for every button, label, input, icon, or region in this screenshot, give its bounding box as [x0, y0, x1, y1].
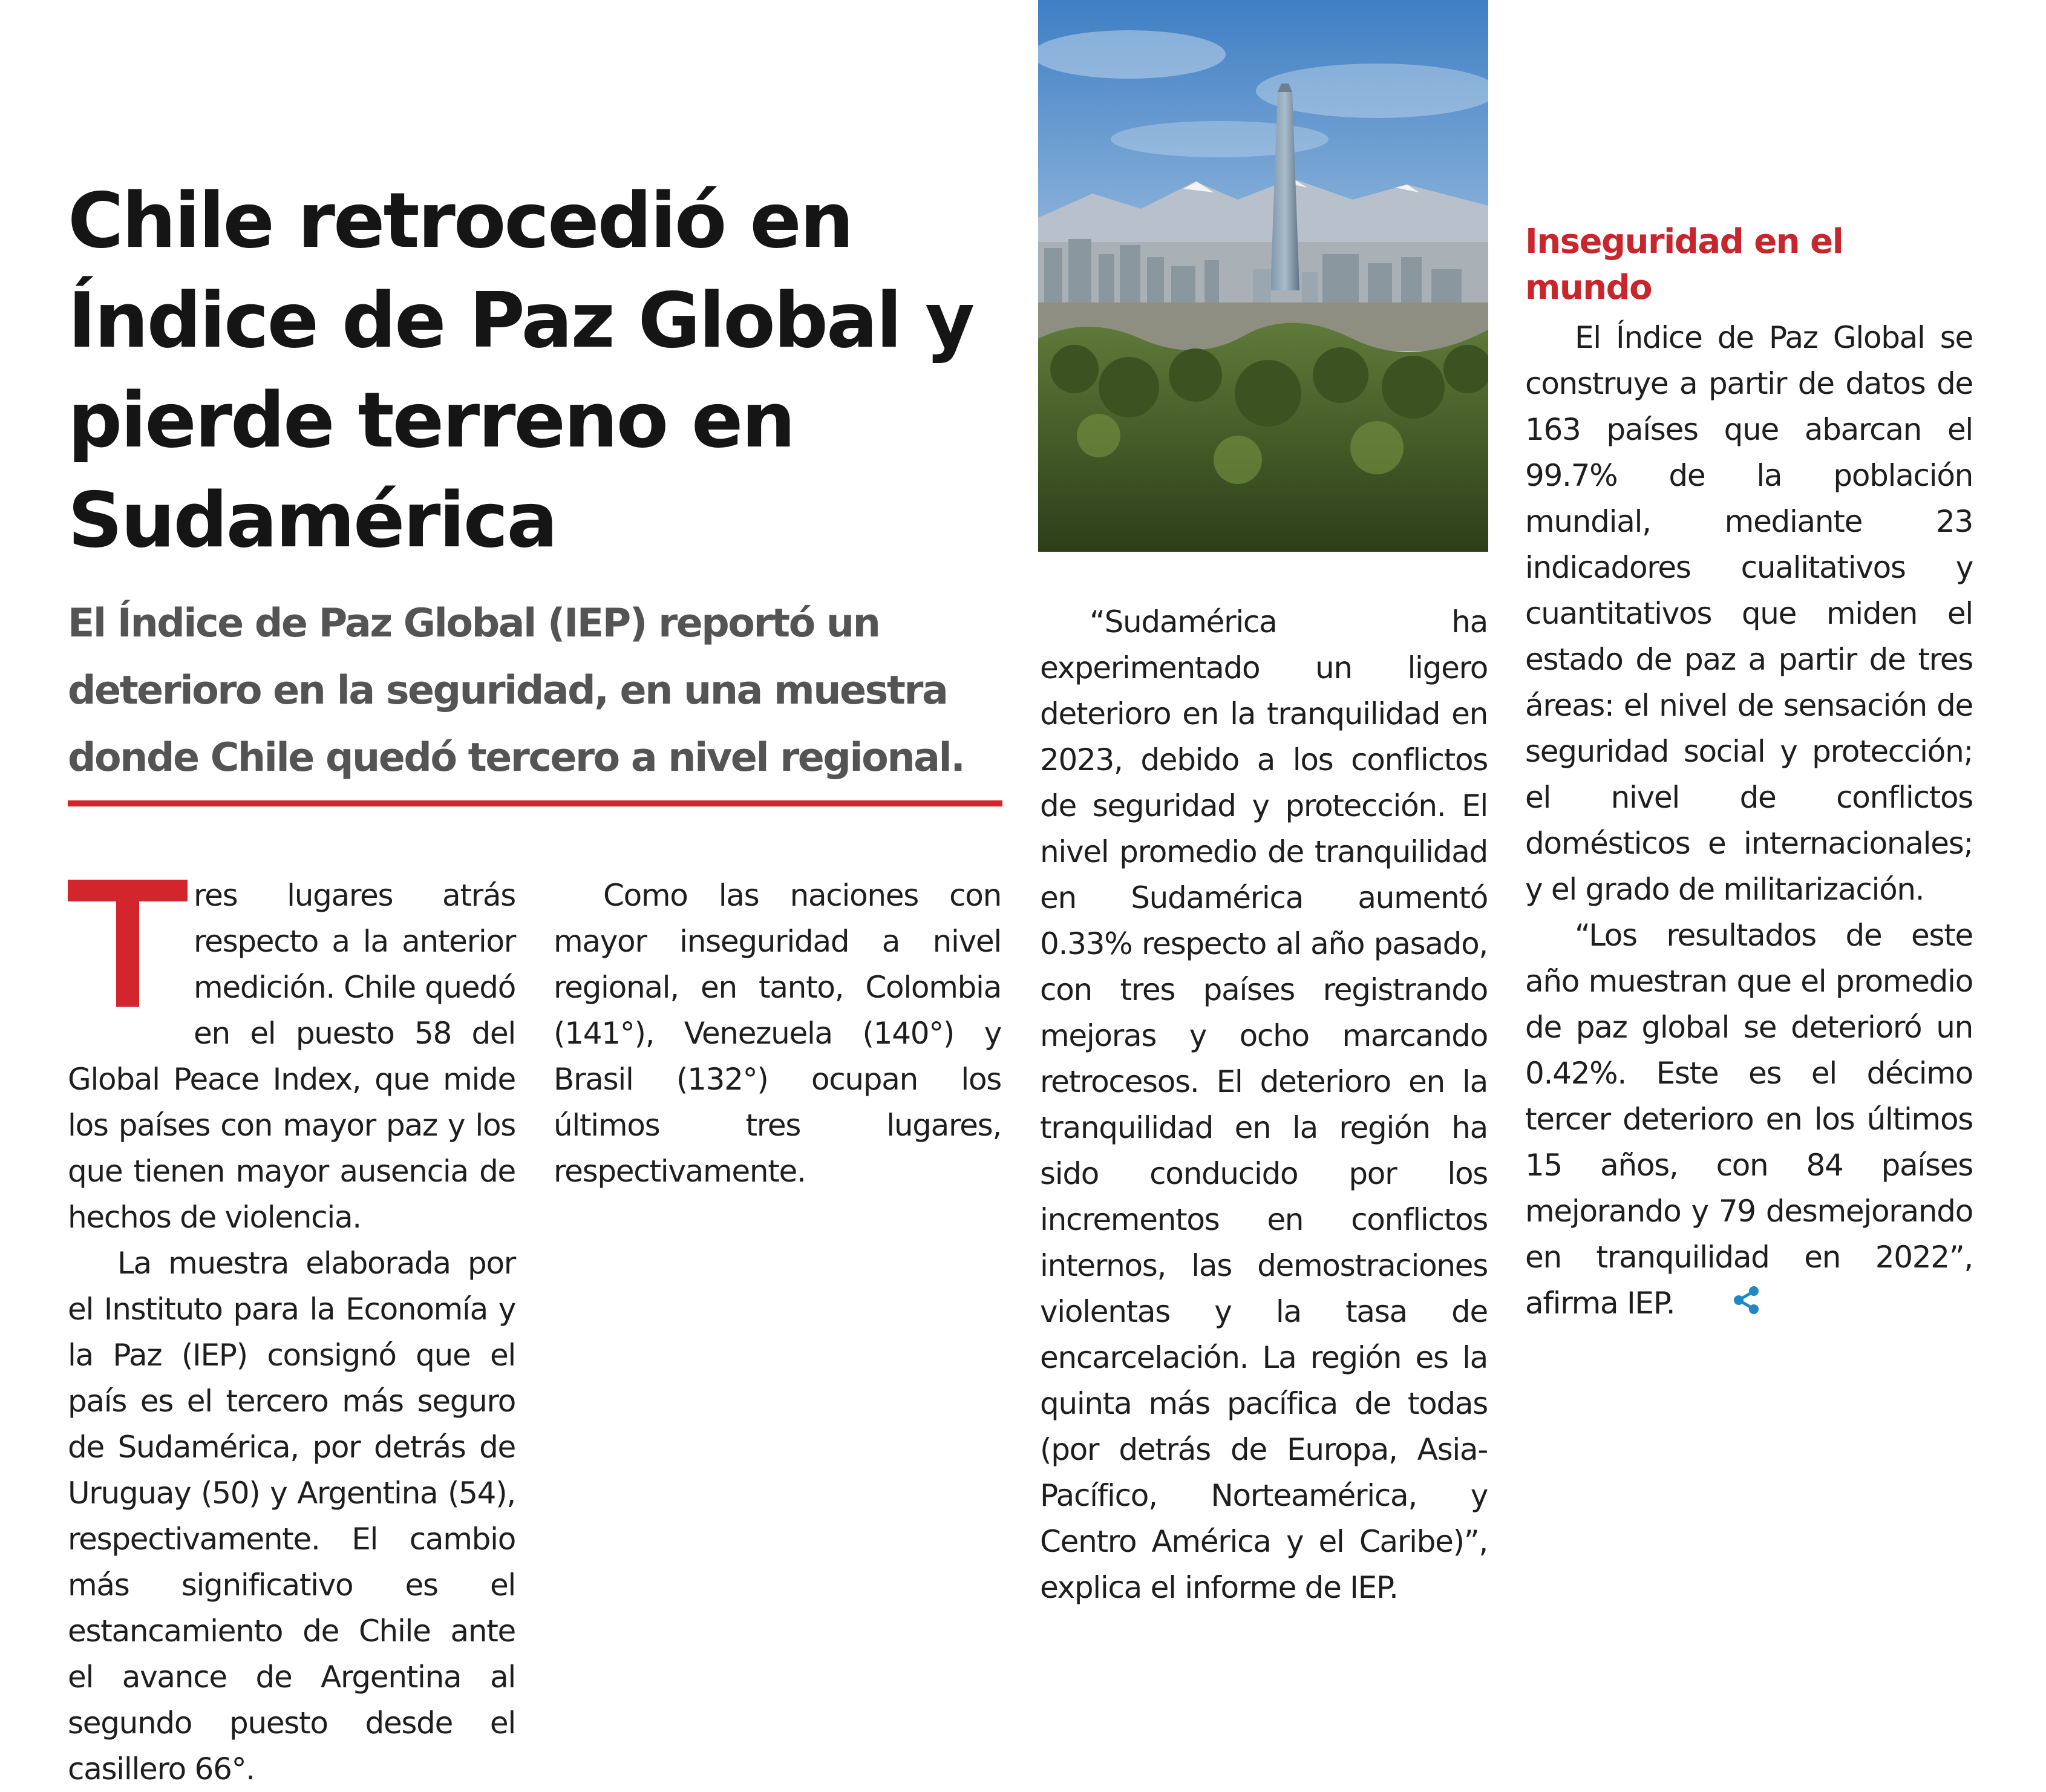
- divider-rule: [68, 800, 1002, 806]
- deck: El Índice de Paz Global (IEP) reportó un deterioro en la seguridad, en una muestra donde Chile quedó tercero a nivel regional.: [68, 601, 964, 780]
- column-4: [1525, 188, 1973, 1329]
- column-2: [554, 872, 1001, 1194]
- paragraph-6: “Los resultados de este año muestran que el promedio de paz global se deterioró un 0.42%. Este es el décimo tercer deterioro en los últimos 15 años, con 84 países mejorando y 79 desmejorando en tranquilidad en 2022”, afirma IEP.: [1525, 912, 1973, 1329]
- column-3: [1040, 599, 1488, 1611]
- column-1: [68, 872, 515, 1792]
- subheading: Inseguridad en el mundo: [1525, 222, 1843, 307]
- paragraph-3: Como las naciones con mayor inseguridad a nivel regional, en tanto, Colombia (141°), Venezuela (140°) y Brasil (132°) ocupan los últimos tres lugares, respectivamente.: [554, 878, 1001, 1189]
- paragraph-4: “Sudamérica ha experimentado un ligero deterioro en la tranquilidad en 2023, debido a los conflictos de seguridad y protección. El nivel promedio de tranquilidad en Sudamérica aumentó 0.33% respecto al año pasado, con tres países registrando mejoras y ocho marcando retrocesos. El deterioro en la tranquilidad en la región ha sido conducido por los incrementos en conflictos internos, las demostraciones violentas y la tasa de encarcelación. La región es la quinta más pacífica de todas (por detrás de Europa, Asia-Pacífico, Norteamérica, y Centro América y el Caribe)”, explica el informe de IEP.: [1040, 604, 1488, 1605]
- headline: Chile retrocedió en Índice de Paz Global y pierde terreno en Sudamérica: [68, 176, 973, 564]
- paragraph-5: El Índice de Paz Global se construye a partir de datos de 163 países que abarcan el 99.7% de la población mundial, mediante 23 indicadores cualitativos y cuantitativos que miden el estado de paz a partir de tres áreas: el nivel de sensación de seguridad social y protección; el nivel de conflictos domésticos e internacionales; y el grado de militarización.: [1525, 320, 1973, 907]
- paragraph-1: res lugares atrás respecto a la anterior medición. Chile quedó en el puesto 58 del Global Peace Index, que mide los países con mayor paz y los que tienen mayor ausencia de hechos de violencia.: [68, 872, 515, 1240]
- drop-cap: [68, 872, 188, 1012]
- paragraph-2: La muestra elaborada por el Instituto para la Economía y la Paz (IEP) consignó que el país es el tercero más seguro de Sudamérica, por detrás de Uruguay (50) y Argentina (54), respectivamente. El cambio más significativo es el estancamiento de Chile ante el avance de Argentina al segundo puesto desde el casillero 66°.: [68, 1246, 515, 1787]
- city-photo: [1038, 0, 1488, 552]
- share-icon[interactable]: [1681, 1283, 1762, 1329]
